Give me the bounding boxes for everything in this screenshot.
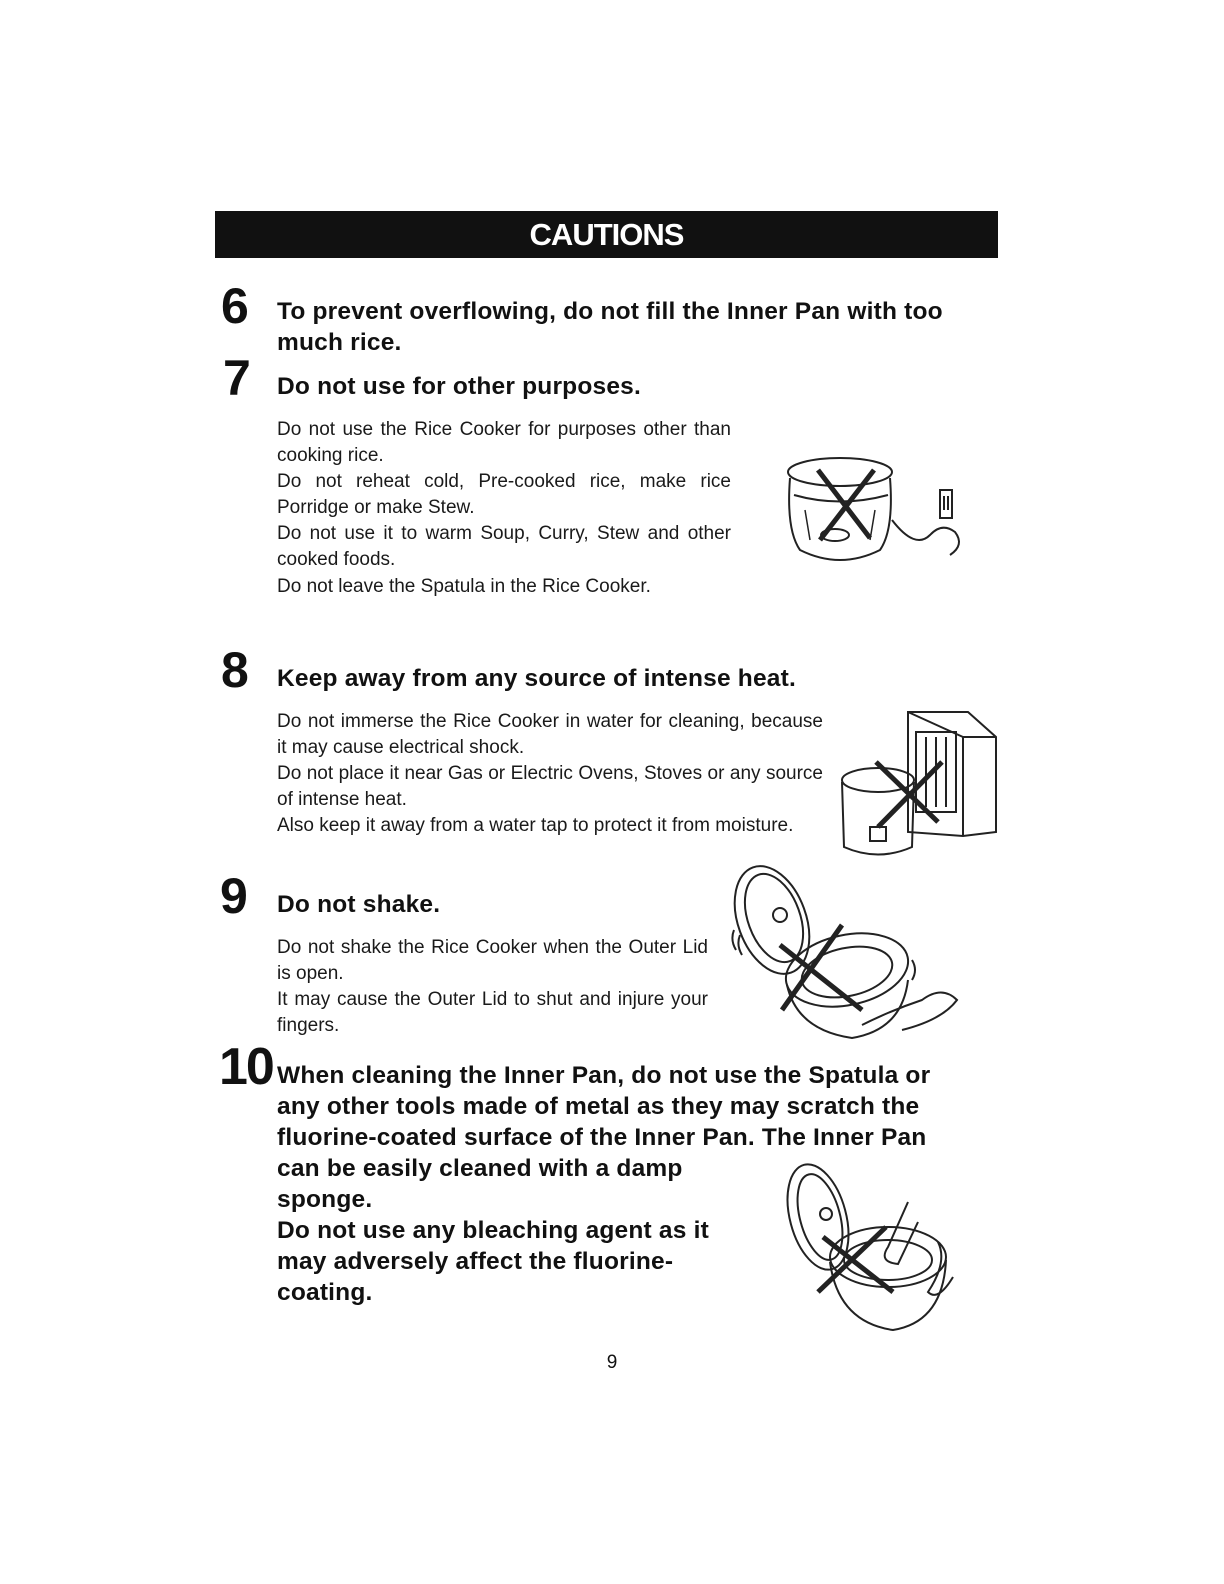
item-10-line: can be easily cleaned with a damp: [277, 1155, 683, 1182]
item-10-heading-full: [277, 1060, 998, 1153]
item-9-body: [277, 935, 708, 1039]
item-number-10: 10: [219, 1038, 273, 1096]
item-7-heading: Do not use for other purposes.: [277, 373, 641, 400]
heater-warning-illustration: [838, 702, 1000, 864]
rice-cooker-misuse-illustration: [780, 450, 980, 580]
open-lid-shake-illustration: [722, 860, 962, 1045]
item-8-paragraph: Do not place it near Gas or Electric Ovens, Stoves or any source of intense heat.: [277, 763, 823, 811]
item-7-paragraph: Do not use it to warm Soup, Curry, Stew and other cooked foods.: [277, 523, 731, 571]
item-8-paragraph: Do not immerse the Rice Cooker in water for cleaning, because it may cause electrical shock.: [277, 711, 823, 759]
item-9-paragraph: It may cause the Outer Lid to shut and injure your fingers.: [277, 989, 708, 1037]
item-6-heading-line: much rice.: [277, 329, 402, 356]
item-10-line: coating.: [277, 1279, 373, 1306]
item-6-heading: [277, 296, 998, 358]
item-number-9: 9: [220, 868, 246, 924]
item-10-line: When cleaning the Inner Pan, do not use the Spatula or: [277, 1062, 931, 1089]
cautions-banner: CAUTIONS: [215, 211, 998, 258]
item-7-paragraph: Do not use the Rice Cooker for purposes other than cooking rice.: [277, 419, 731, 467]
item-number-8: 8: [221, 642, 247, 698]
item-7-paragraph: Do not reheat cold, Pre-cooked rice, make rice Porridge or make Stew.: [277, 471, 731, 519]
item-9-heading: Do not shake.: [277, 891, 441, 918]
item-7-body: [277, 417, 731, 600]
item-6-heading-line: To prevent overflowing, do not fill the Inner Pan with too: [277, 298, 943, 325]
item-10-line: may adversely affect the fluorine-: [277, 1248, 674, 1275]
item-10-line: sponge.: [277, 1186, 373, 1213]
item-10-heading-narrow: [277, 1153, 731, 1308]
item-number-7: 7: [223, 350, 249, 406]
item-7-paragraph: Do not leave the Spatula in the Rice Cooker.: [277, 575, 651, 597]
item-8-paragraph: Also keep it away from a water tap to protect it from moisture.: [277, 815, 794, 837]
item-number-6: 6: [221, 278, 247, 334]
item-10-line: any other tools made of metal as they may scratch the: [277, 1093, 920, 1120]
inner-pan-cleaning-illustration: [778, 1152, 963, 1337]
page-number: 9: [606, 1352, 618, 1373]
item-10-line: fluorine-coated surface of the Inner Pan. The Inner Pan: [277, 1124, 927, 1151]
item-9-paragraph: Do not shake the Rice Cooker when the Outer Lid is open.: [277, 937, 708, 985]
item-8-body: [277, 709, 823, 839]
item-8-heading: Keep away from any source of intense heat.: [277, 665, 796, 692]
item-10-line: Do not use any bleaching agent as it: [277, 1217, 709, 1244]
